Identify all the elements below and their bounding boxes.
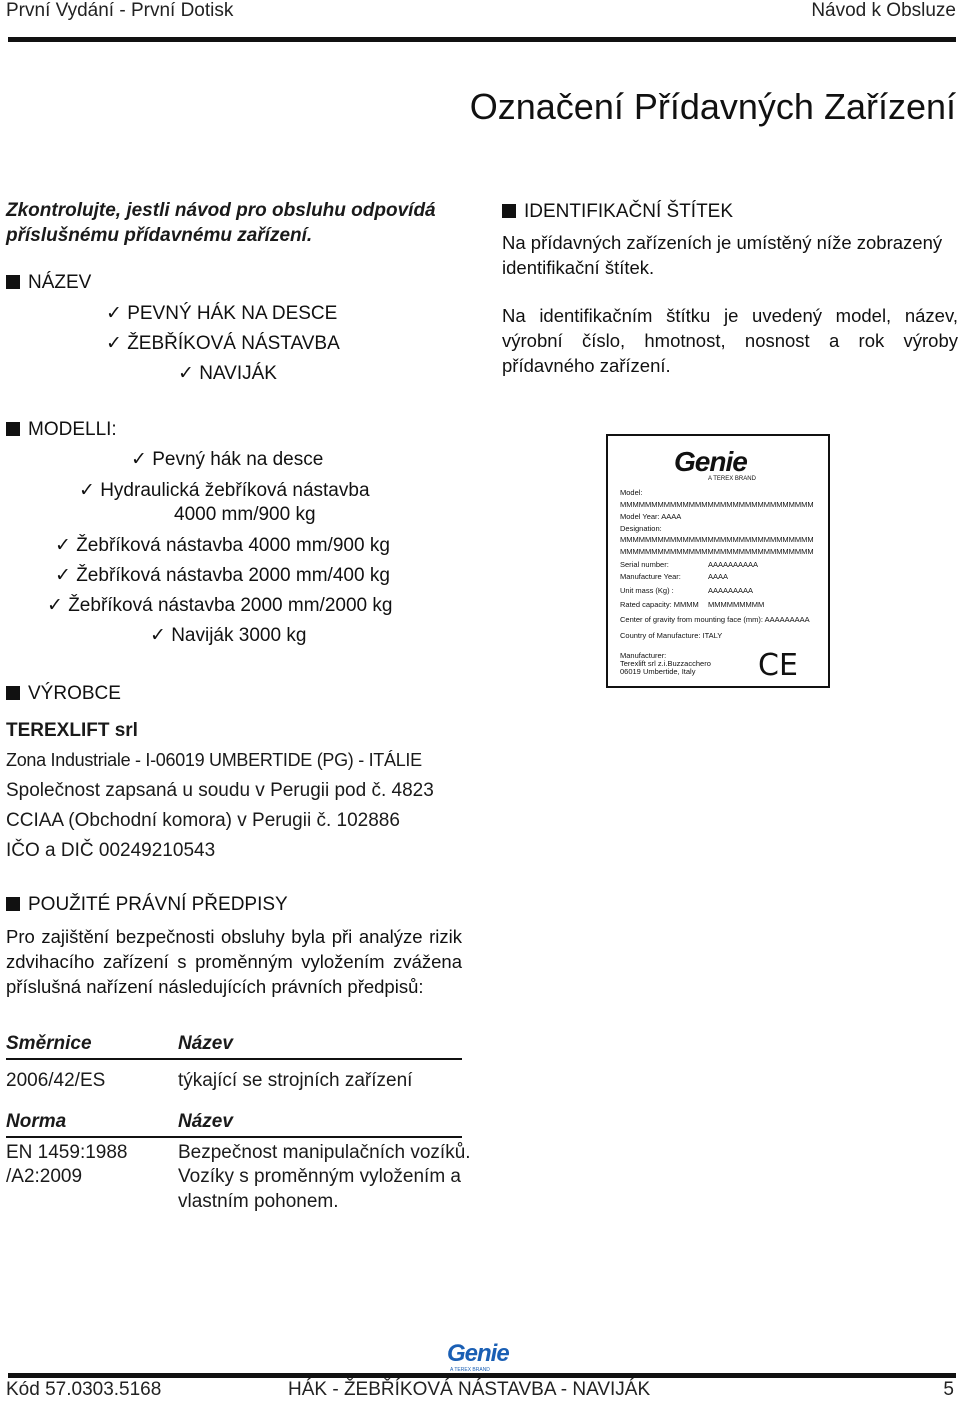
ident-heading: IDENTIFIKAČNÍ ŠTÍTEK <box>502 201 733 223</box>
modelli-item: ✓ Naviják 3000 kg <box>150 625 307 646</box>
modelli-item: ✓ Hydraulická žebříková nástavba <box>79 480 370 501</box>
plate-rated-label: Rated capacity: MMMM <box>620 600 699 609</box>
bullet-square-icon <box>6 686 20 700</box>
predpisy-text: Pro zajištění bezpečnosti obsluhy byla při analýze rizik zdvihacího zařízení s proměnným vyložením zvážena příslušná nařízení následujících právních předpisů: <box>6 926 462 997</box>
plate-manufacturer-1: Terexlift srl z.i.Buzzacchero <box>620 659 711 668</box>
vyrobce-line: Zona Industriale - I-06019 UMBERTIDE (PG) - ITÁLIE <box>6 750 422 770</box>
ident-paragraph-1: Na přídavných zařízeních je umístěný níže zobrazený identifikační štítek. <box>502 232 943 278</box>
table1-row-a: 2006/42/ES <box>6 1070 106 1091</box>
plate-country: Country of Manufacture: ITALY <box>620 631 723 640</box>
footer-title: HÁK - ŽEBŘÍKOVÁ NÁSTAVBA - NAVIJÁK <box>288 1379 651 1400</box>
table2-row-b-1: Bezpečnost manipulačních vozíků. <box>178 1142 471 1163</box>
modelli-item: ✓ Žebříková nástavba 2000 mm/400 kg <box>55 565 390 586</box>
vyrobce-heading: VÝROBCE <box>6 683 121 705</box>
ident-paragraph-2: Na identifikačním štítku je uvedený model, název, výrobní číslo, hmotnost, nosnost a rok výroby přídavného zařízení. <box>502 305 958 376</box>
plate-mfg-year-value: AAAA <box>708 572 729 581</box>
vyrobce-company: TEREXLIFT srl <box>6 720 138 741</box>
table1-row-b: týkající se strojních zařízení <box>178 1070 413 1091</box>
bullet-square-icon <box>6 422 20 436</box>
plate-designation-1: MMMMMMMMMMMMMMMMMMMMMMMMMMMMMMM <box>620 535 814 544</box>
table2-row-a-1: EN 1459:1988 <box>6 1142 128 1163</box>
footer-logo: Genie <box>447 1340 509 1367</box>
nazev-item: ✓ PEVNÝ HÁK NA DESCE <box>106 303 338 324</box>
bullet-square-icon <box>6 275 20 289</box>
nazev-item: ✓ NAVIJÁK <box>178 363 277 384</box>
plate-serial-value: AAAAAAAAAA <box>708 560 759 569</box>
modelli-item: ✓ Žebříková nástavba 2000 mm/2000 kg <box>47 595 393 616</box>
modelli-item: ✓ Žebříková nástavba 4000 mm/900 kg <box>55 535 390 556</box>
plate-manufacturer-2: 06019 Umbertide, Italy <box>620 667 696 676</box>
page-number: 5 <box>943 1379 954 1400</box>
header-left: První Vydání - První Dotisk <box>6 0 234 21</box>
plate-designation-2: MMMMMMMMMMMMMMMMMMMMMMMMMMMMMMM <box>620 547 814 556</box>
plate-brand-logo: Genie <box>674 446 747 477</box>
intro-text: Zkontrolujte, jestli návod pro obsluhu odpovídá příslušnému přídavnému zařízení. <box>6 200 436 246</box>
bullet-square-icon <box>502 204 516 218</box>
predpisy-heading: POUŽITÉ PRÁVNÍ PŘEDPISY <box>6 894 288 916</box>
table2-rule <box>6 1136 462 1138</box>
plate-model-label: Model: <box>620 488 643 497</box>
page-title: Označení Přídavných Zařízení <box>469 86 956 127</box>
plate-model-year: Model Year: AAAA <box>620 512 682 521</box>
vyrobce-line: Společnost zapsaná u soudu v Perugii pod č. 4823 <box>6 780 434 801</box>
table1-col-b: Název <box>178 1033 233 1054</box>
plate-cog: Center of gravity from mounting face (mm): AAAAAAAAA <box>620 615 810 624</box>
table2-row-b-3: vlastním pohonem. <box>178 1191 339 1212</box>
footer-rule <box>8 1373 956 1378</box>
table2-row-a-2: /A2:2009 <box>6 1166 83 1187</box>
plate-mfg-year-label: Manufacture Year: <box>620 572 681 581</box>
modelli-item: ✓ Pevný hák na desce <box>131 449 324 470</box>
header-rule <box>8 37 956 42</box>
plate-serial-label: Serial number: <box>620 560 669 569</box>
plate-unit-mass-label: Unit mass (Kg) : <box>620 586 674 595</box>
footer-logo-tag: A TEREX BRAND <box>450 1367 490 1373</box>
table2-col-b: Název <box>178 1111 233 1132</box>
table1-col-a: Směrnice <box>6 1033 92 1054</box>
plate-manufacturer-label: Manufacturer: <box>620 651 667 660</box>
plate-rated-value: MMMMMMMMM <box>708 600 765 609</box>
plate-model-value: MMMMMMMMMMMMMMMMMMMMMMMMMMMMMMM <box>620 500 814 509</box>
ce-mark-icon: CE <box>758 648 798 683</box>
plate-tagline: A TEREX BRAND <box>708 476 756 482</box>
table2-row-b-2: Vozíky s proměnným vyložením a <box>178 1166 461 1187</box>
vyrobce-line: CCIAA (Obchodní komora) v Perugii č. 102886 <box>6 810 400 831</box>
nazev-heading: NÁZEV <box>6 272 91 294</box>
bullet-square-icon <box>6 897 20 911</box>
plate-unit-mass-value: AAAAAAAAA <box>708 586 754 595</box>
modelli-heading: MODELLI: <box>6 419 117 441</box>
vyrobce-line: IČO a DIČ 00249210543 <box>6 840 216 861</box>
identification-plate <box>606 434 830 688</box>
modelli-item-cont: 4000 mm/900 kg <box>174 504 316 525</box>
footer-code: Kód 57.0303.5168 <box>6 1379 162 1400</box>
table1-rule <box>6 1058 462 1060</box>
nazev-item: ✓ ŽEBŘÍKOVÁ NÁSTAVBA <box>106 333 340 354</box>
header-right: Návod k Obsluze <box>811 0 956 21</box>
table2-col-a: Norma <box>6 1111 67 1132</box>
plate-designation-label: Designation: <box>620 524 662 533</box>
